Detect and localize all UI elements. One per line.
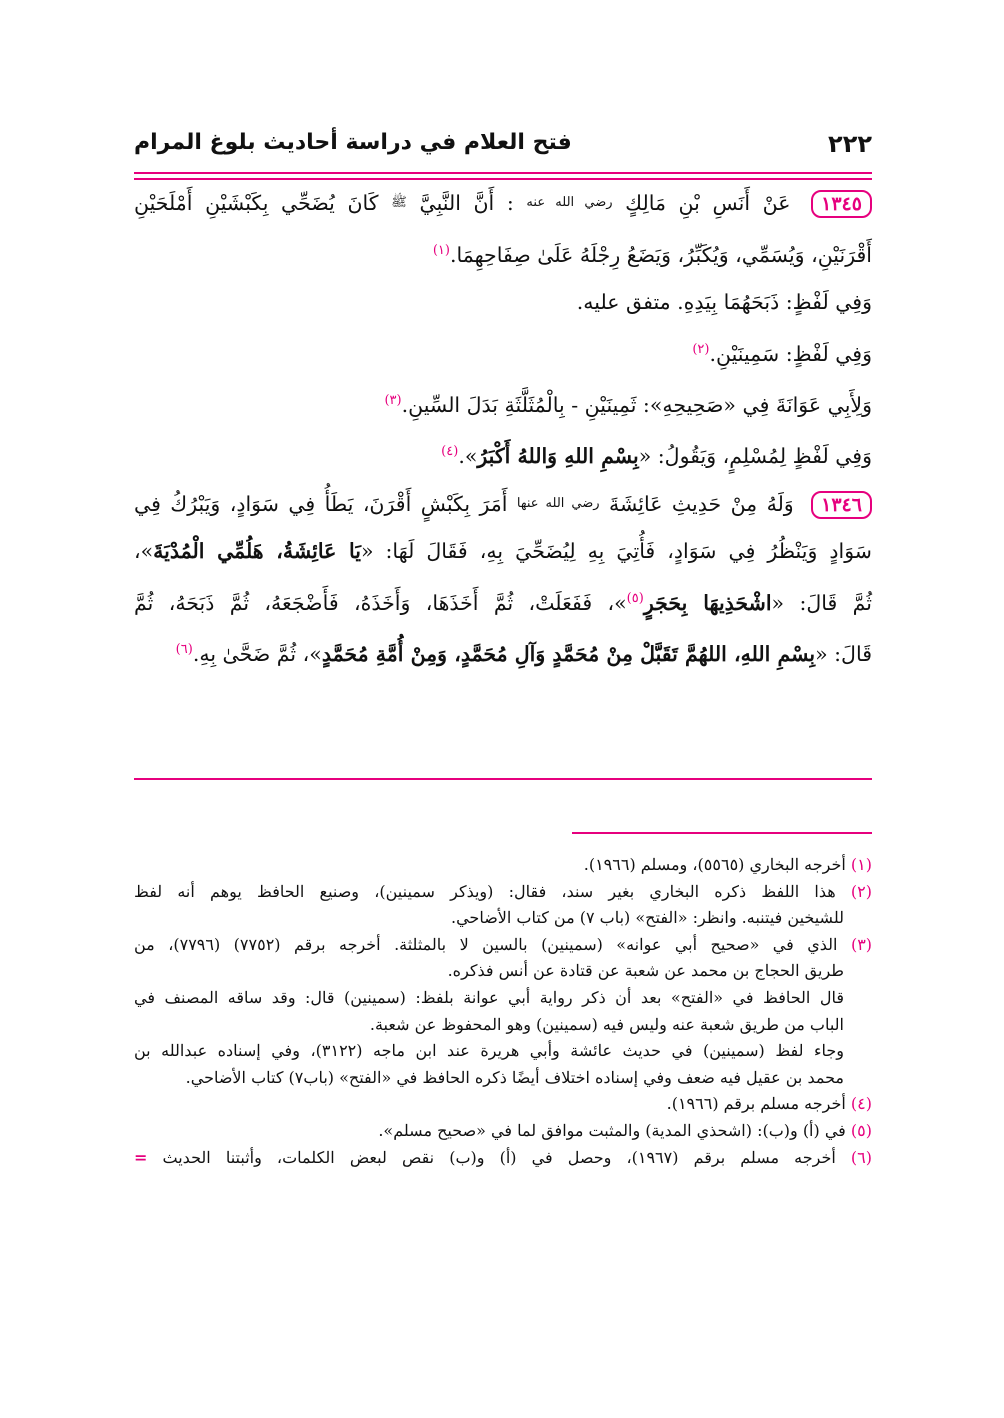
page-number: ٢٢٢	[828, 130, 872, 158]
text: سَوَادٍ وَيَنْظُرُ فِي سَوَادٍ، فَأُتِيَ بِهِ لِيُضَحِّيَ بِهِ، فَقَالَ لَهَا: «	[360, 539, 872, 564]
hadith-1346-line-4	[134, 635, 872, 669]
footnote-ref[interactable]: (١)	[432, 242, 450, 258]
footnote-line	[134, 1038, 872, 1065]
footnote-ref[interactable]: (٦)	[175, 642, 193, 658]
footnote-line	[134, 1118, 872, 1145]
footnote-line	[134, 852, 872, 879]
footnote-ref[interactable]: (٥)	[626, 591, 644, 607]
page-header	[134, 126, 872, 166]
text: »، فَفَعَلَتْ، ثُمَّ أَخَذَهَا، وَأَخَذَهُ، فَأَضْجَعَهُ، ثُمَّ ذَبَحَهُ، ثُمَّ	[134, 590, 627, 615]
footnote-text: طريق الحجاج بن محمد عن شعبة عن قتادة عن أنس فذكره.	[447, 961, 844, 981]
main-text	[134, 188, 872, 687]
book-title: فتح العلام في دراسة أحاديث بلوغ المرام	[134, 130, 572, 155]
footnote-text: قال الحافظ في «الفتح» بعد أن ذكر رواية أبي عوانة بلفظ: (سمينين) قال: وقد ساقه المصنف في	[134, 987, 844, 1007]
text: أَقْرَنَيْنِ، وَيُسَمِّي، وَيُكَبِّرُ، وَيَضَعُ رِجْلَهُ عَلَىٰ صِفَاحِهِمَا.	[449, 242, 872, 267]
continuation-mark: =	[134, 1147, 148, 1167]
text: وَلَهُ مِنْ حَدِيثِ عَائِشَةَ	[609, 491, 794, 516]
hadith-1345-line-6	[134, 437, 872, 471]
footnote-text: هذا اللفظ ذكره البخاري بغير سند، فقال: (ويذكر سمينين)، وصنيع الحافظ يوهم أنه لفظ	[134, 881, 836, 901]
footnote-mark: (٢)	[850, 881, 872, 901]
footnote-line	[134, 932, 872, 959]
footnote-text: وجاء لفظ (سمينين) في حديث عائشة وأبي هريرة عند ابن ماجه (٣١٢٢)، وفي إسناده عبدالله بن	[134, 1041, 845, 1061]
hadith-1346-line-2	[134, 536, 872, 566]
footnote-line	[134, 879, 872, 906]
footnote-mark: (٤)	[850, 1094, 872, 1114]
hadith-1345-line-5	[134, 386, 872, 420]
text: كَانَ يُضَحِّي بِكَبْشَيْنِ أَمْلَحَيْنِ	[134, 191, 379, 215]
footnote-text: أخرجه البخاري (٥٥٦٥)، ومسلم (١٩٦٦).	[583, 855, 846, 874]
hadith-1345-line-3	[134, 287, 872, 317]
honorific: ﷺ	[391, 195, 407, 210]
footnote-line	[134, 958, 872, 985]
footnote-ref[interactable]: (٢)	[692, 341, 710, 357]
footnote-text: أخرجه مسلم برقم (١٩٦٧)، وحصل في (أ) و(ب) نقص لبعض الكلمات، وأثبتنا الحديث	[162, 1147, 836, 1167]
hadith-1345-line-4	[134, 335, 872, 369]
honorific: رضي الله عنه	[526, 195, 613, 210]
hadith-1345-line-2	[134, 236, 872, 270]
footnote-text: الذي في «صحيح أبي عوانه» (سمينين) بالسين لا بالمثلثة. أخرجه برقم (٧٧٥٢) (٧٧٩٦)، من	[134, 934, 838, 954]
footnote-ref[interactable]: (٤)	[441, 444, 459, 460]
footnote-mark: (٥)	[850, 1120, 872, 1140]
footnote-separator	[572, 832, 872, 834]
bold-text: يَا عَائِشَةُ، هَلُمِّي الْمُدْيَةَ	[153, 539, 361, 564]
footnote-line	[134, 905, 872, 932]
hadith-1346-line-3	[134, 584, 872, 618]
text: وَفِي لَفْظٍ لِمُسْلِمٍ، وَيَقُولُ: «	[638, 444, 872, 469]
text: قَالَ: «	[815, 642, 872, 667]
footnote-line	[134, 985, 872, 1012]
hadith-1346-line-1	[134, 489, 872, 519]
footnote-line	[134, 1065, 872, 1092]
text: »،	[134, 539, 154, 564]
footnote-text: للشيخين فيتنبه. وانظر: «الفتح» (باب ٧) من كتاب الأضاحي.	[451, 908, 844, 928]
content-bottom-rule	[134, 778, 872, 780]
text: وَفِي لَفْظٍ: ذَبَحَهُمَا بِيَدِهِ. متفق عليه.	[576, 290, 872, 315]
footnote-mark: (٦)	[850, 1147, 872, 1167]
text: عَنْ أَنَسِ بْنِ مَالِكٍ	[625, 191, 791, 215]
footnote-text: في (أ) و(ب): (اشحذي المدية) والمثبت موافق لما في «صحيح مسلم».	[378, 1120, 846, 1140]
footnote-line	[134, 1091, 872, 1118]
header-rule-bottom	[134, 178, 872, 180]
footnote-ref[interactable]: (٣)	[384, 393, 402, 409]
footnote-mark: (١)	[850, 855, 872, 874]
text: ثُمَّ قَالَ: «	[771, 590, 872, 615]
text: وَفِي لَفْظٍ: سَمِينَيْنِ.	[709, 341, 872, 366]
text: وَلِأَبِي عَوَانَةَ فِي «صَحِيحِهِ»: ثَمِينَيْنِ - بِالْمُثَلَّثَةِ بَدَلَ السِّينِ.	[401, 392, 872, 417]
hadith-number-badge: ١٣٤٥	[811, 190, 872, 218]
footnote-text: الباب من طريق شعبة عنه وليس فيه (سمينين) وهو المحفوظ عن شعبة.	[369, 1014, 844, 1034]
text: : أَنَّ النَّبِيَّ	[419, 191, 514, 215]
hadith-number-badge: ١٣٤٦	[811, 491, 872, 519]
footnote-mark: (٣)	[850, 934, 873, 954]
bold-text: بِسْمِ اللهِ، اللهُمَّ تَقَبَّلْ مِنْ مُحَمَّدٍ وَآلِ مُحَمَّدٍ، وَمِنْ أُمَّةِ مُحَمَّدٍ	[321, 642, 816, 667]
footnote-text: أخرجه مسلم برقم (١٩٦٦).	[666, 1094, 846, 1114]
footnote-line	[134, 1012, 872, 1039]
text: »، ثُمَّ ضَحَّىٰ بِهِ.	[192, 642, 322, 667]
hadith-1345-line-1	[134, 188, 872, 218]
header-rule-top	[134, 172, 872, 174]
footnote-line	[134, 1145, 872, 1172]
text: ».	[458, 444, 478, 469]
bold-text: اشْحَذِيهَا بِحَجَرٍ	[643, 590, 772, 615]
text: أَمَرَ بِكَبْشٍ أَقْرَنَ، يَطَأُ فِي سَوَادٍ، وَيَبْرُكُ فِي	[134, 491, 508, 516]
honorific: رضي الله عنها	[516, 495, 600, 511]
bold-text: بِسْمِ اللهِ وَاللهُ أَكْبَرُ	[477, 444, 639, 469]
footnote-text: محمد بن عقيل فيه ضعف وفي إسناده اختلاف أيضًا ذكره الحافظ في «الفتح» (باب٧) كتاب الأضاحي.	[185, 1067, 844, 1087]
footnotes	[134, 852, 872, 1171]
